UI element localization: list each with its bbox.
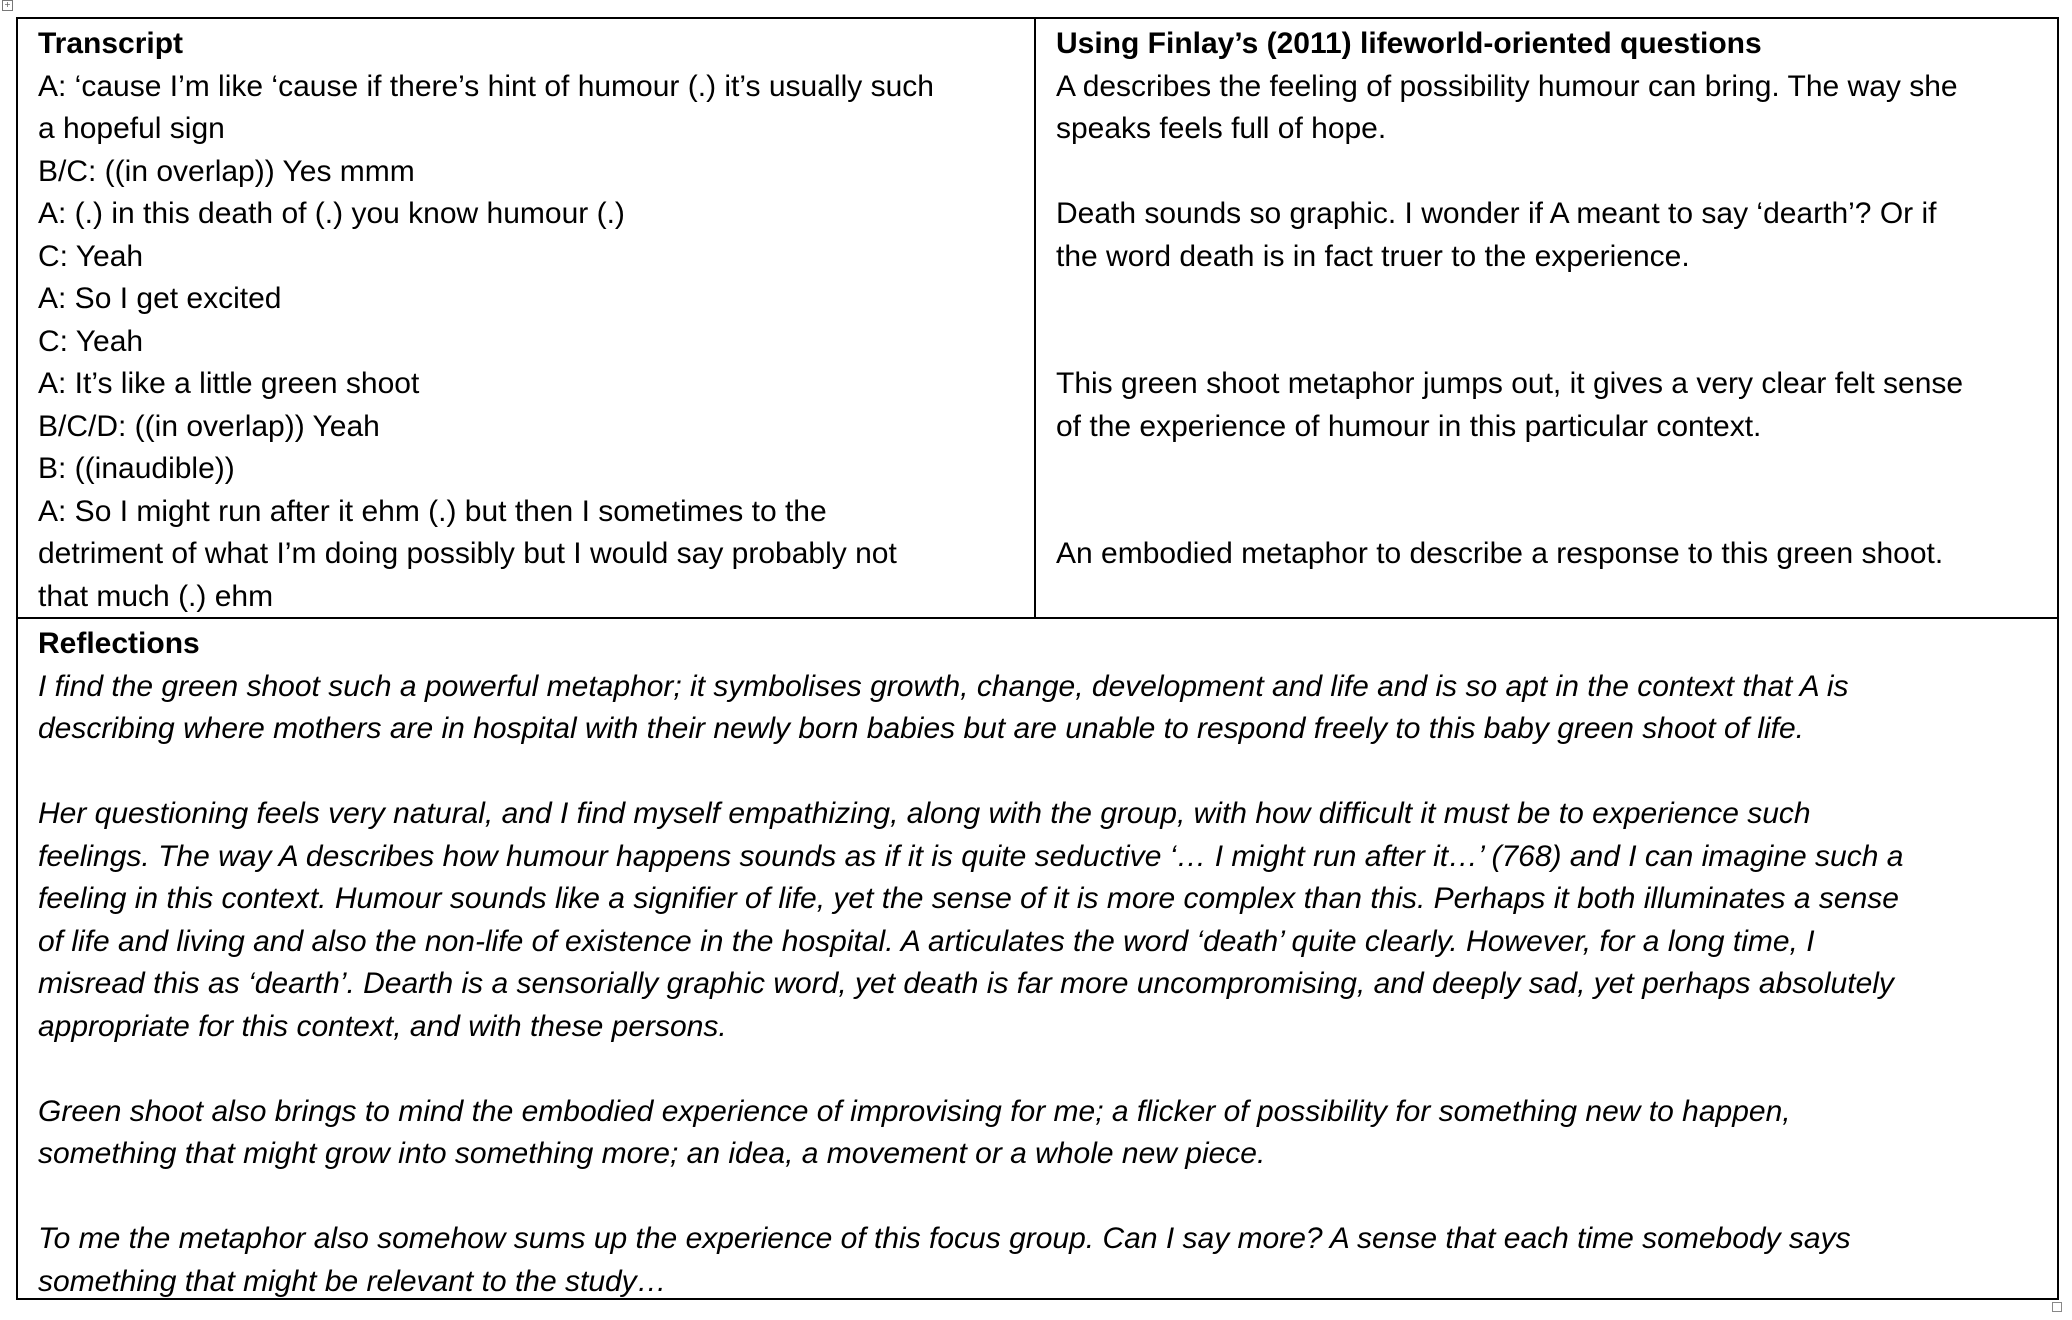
document-table	[16, 17, 2059, 1300]
transcript-line: B/C/D: ((in overlap)) Yeah	[38, 409, 380, 443]
reflections-line	[38, 751, 2037, 794]
table-move-handle-icon[interactable]: +	[2, 0, 13, 11]
reflections-line: misread this as ‘dearth’. Dearth is a sensorially graphic word, yet death is far more uncompromising, and deeply sad, yet perhaps absolutely	[38, 967, 1894, 1000]
finlay-line: A describes the feeling of possibility humour can bring. The way she	[1056, 69, 1958, 103]
finlay-line	[1056, 278, 2037, 321]
reflections-heading: Reflections	[38, 627, 200, 660]
finlay-lines	[1056, 66, 2037, 576]
transcript-line: A: So I get excited	[38, 282, 282, 315]
transcript-line: B: ((inaudible))	[38, 452, 235, 485]
reflections-line	[38, 1176, 2037, 1219]
reflections-line: feelings. The way A describes how humour happens sounds as if it is quite seductive ‘… I might run after it…’ (768) and I can imagine such a	[38, 839, 1904, 873]
finlay-line: the word death is in fact truer to the experience.	[1056, 239, 1690, 273]
reflections-line: appropriate for this context, and with these persons.	[38, 1009, 727, 1043]
transcript-line: A: (.) in this death of (.) you know humour (.)	[38, 197, 625, 230]
transcript-line: that much (.) ehm	[38, 579, 274, 613]
transcript-line: A: It’s like a little green shoot	[38, 367, 420, 400]
reflections-line: To me the metaphor also somehow sums up the experience of this focus group. Can I say more? A sense that each time somebody says	[38, 1222, 1851, 1255]
transcript-lines	[38, 66, 1034, 619]
finlay-line: An embodied metaphor to describe a response to this green shoot.	[1056, 537, 1944, 570]
reflections-cell	[18, 619, 2057, 1298]
reflections-line: of life and living and also the non-life of existence in the hospital. A articulates the word ‘death’ quite clearly. However, for a long time, I	[38, 924, 1815, 958]
transcript-line: a hopeful sign	[38, 112, 225, 145]
reflections-line: Green shoot also brings to mind the embodied experience of improvising for me; a flicker of possibility for something new to happen,	[38, 1094, 1791, 1128]
transcript-line: detriment of what I’m doing possibly but I would say probably not	[38, 537, 897, 570]
finlay-line	[1056, 491, 2037, 534]
transcript-heading: Transcript	[38, 27, 184, 60]
transcript-cell	[18, 19, 1036, 617]
transcript-line: A: So I might run after it ehm (.) but then I sometimes to the	[38, 494, 827, 528]
reflections-line: feeling in this context. Humour sounds like a signifier of life, yet the sense of it is more complex than this. Perhaps it both illuminates a sense	[38, 882, 1899, 915]
finlay-line	[1056, 321, 2037, 364]
finlay-line	[1056, 151, 2037, 194]
table-top-row	[18, 19, 2057, 619]
reflections-line: I find the green shoot such a powerful metaphor; it symbolises growth, change, development and life and is so apt in the context that A is	[38, 669, 1849, 703]
table-resize-handle-icon[interactable]	[2052, 1302, 2062, 1312]
finlay-line: of the experience of humour in this particular context.	[1056, 409, 1762, 443]
finlay-line: This green shoot metaphor jumps out, it gives a very clear felt sense	[1056, 367, 1964, 400]
reflections-line	[38, 1048, 2037, 1091]
finlay-line: speaks feels full of hope.	[1056, 112, 1387, 145]
reflections-line: something that might grow into something more; an idea, a movement or a whole new piece.	[38, 1137, 1266, 1170]
reflections-line: describing where mothers are in hospital with their newly born babies but are unable to respond freely to this baby green shoot of life.	[38, 712, 1805, 745]
finlay-cell	[1036, 19, 2057, 617]
finlay-heading: Using Finlay’s (2011) lifeworld-oriented questions	[1056, 27, 1762, 60]
reflections-line: Her questioning feels very natural, and I find myself empathizing, along with the group, with how difficult it must be to experience such	[38, 797, 1811, 830]
transcript-line: C: Yeah	[38, 324, 144, 358]
transcript-line: C: Yeah	[38, 239, 144, 273]
finlay-line: Death sounds so graphic. I wonder if A meant to say ‘dearth’? Or if	[1056, 197, 1937, 230]
transcript-line: A: ‘cause I’m like ‘cause if there’s hint of humour (.) it’s usually such	[38, 69, 934, 103]
reflections-lines	[38, 666, 2037, 1304]
finlay-line	[1056, 448, 2037, 491]
reflections-line: something that might be relevant to the study…	[38, 1264, 667, 1298]
transcript-line: B/C: ((in overlap)) Yes mmm	[38, 154, 415, 188]
